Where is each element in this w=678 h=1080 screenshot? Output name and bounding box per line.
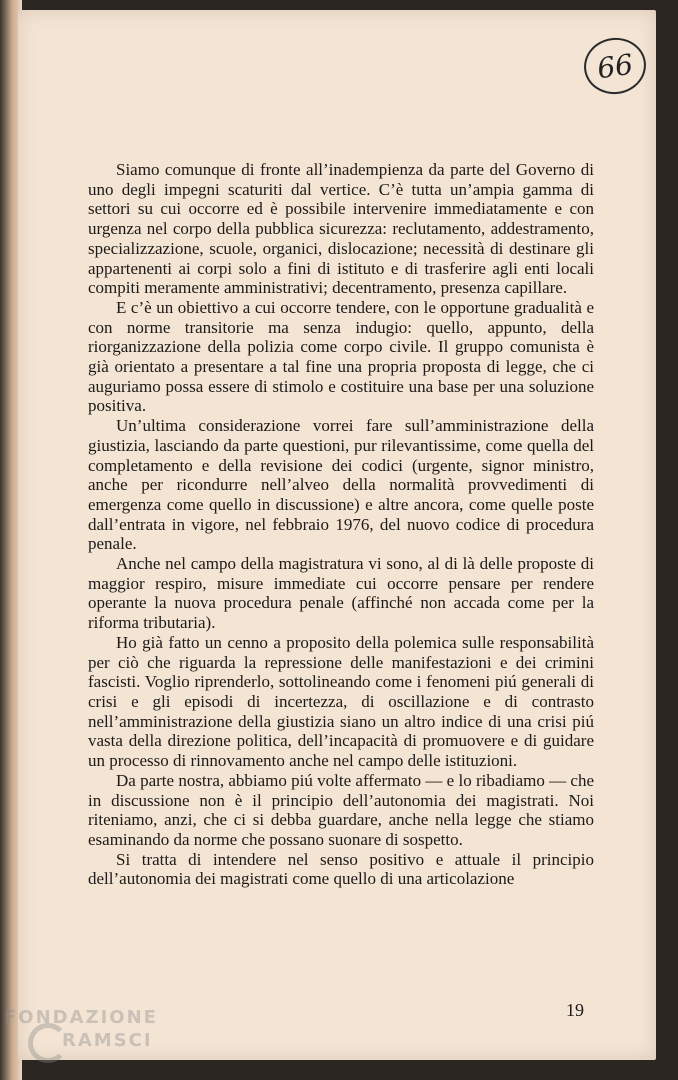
paragraph: Si tratta di intendere nel senso positivo e attuale il principio dell’autonomia dei magistrati come quello di una articolazione (88, 849, 594, 889)
body-text (88, 160, 594, 889)
handwritten-page-annotation: 66 (580, 34, 649, 98)
paragraph: Siamo comunque di fronte all’inadempienza da parte del Governo di uno degli impegni scaturiti dal vertice. C’è tutta un’ampia gamma di settori su cui occorre ed è possibile intervenire immediatamente e con urgenza nel corpo della pubblica sicurezza: reclutamento, addestramento, specializzazione, scuole, organici, dislocazione; necessità di destinare gli appartenenti ai corpi solo a fini di istituto e di trasferire agli enti locali compiti meramente amministrativi; decentramento, presenza capillare. (88, 160, 594, 298)
watermark-line-2: RAMSCI (62, 1030, 153, 1051)
paragraph: Anche nel campo della magistratura vi sono, al di là delle proposte di maggior respiro, misure immediate cui occorre pensare per rendere operante la nuova procedura penale (affinché non accada come per la riforma tributaria). (88, 554, 594, 633)
paragraph: Da parte nostra, abbiamo piú volte affermato — e lo ribadiamo — che in discussione non è il principio dell’autonomia dei magistrati. Noi riteniamo, anzi, che ci si debba guardare, anche nella legge che stiamo esaminando da norme che possano suonare di sospetto. (88, 770, 594, 849)
paragraph: Un’ultima considerazione vorrei fare sull’amministrazione della giustizia, lasciando da parte questioni, pur rilevantissime, come quella del completamento e della revisione dei codici (urgente, signor ministro, anche per ricondurre nell’alveo della normalità provvedimenti di emergenza come quello in discussione) e altre ancora, come quelle poste dall’entrata in vigore, nel febbraio 1976, del nuovo codice di procedura penale. (88, 416, 594, 554)
paragraph: E c’è un obiettivo a cui occorre tendere, con le opportune gradualità e con norme transitorie ma senza indugio: quello, appunto, della riorganizzazione della polizia come corpo civile. Il gruppo comunista è già orientato a presentare a tal fine una propria proposta di legge, che ci auguriamo possa essere di stimolo e costituire una base per una soluzione positiva. (88, 297, 594, 416)
watermark-line-1: FONDAZIONE (4, 1007, 158, 1028)
fondazione-gramsci-watermark (4, 1003, 174, 1073)
page-number: 19 (566, 1000, 584, 1020)
paragraph: Ho già fatto un cenno a proposito della polemica sulle responsabilità per ciò che riguarda la repressione delle manifestazioni e dei crimini fascisti. Voglio riprenderlo, sottolineando come i fenomeni piú generali di crisi e gli episodi di incertezza, di oscillazione e di contrasto nell’amministrazione della giustizia siano un altro indice di una crisi piú vasta della direzione politica, dell’incapacità di promuovere e di guidare un processo di rinnovamento anche nel campo delle istituzioni. (88, 632, 594, 771)
